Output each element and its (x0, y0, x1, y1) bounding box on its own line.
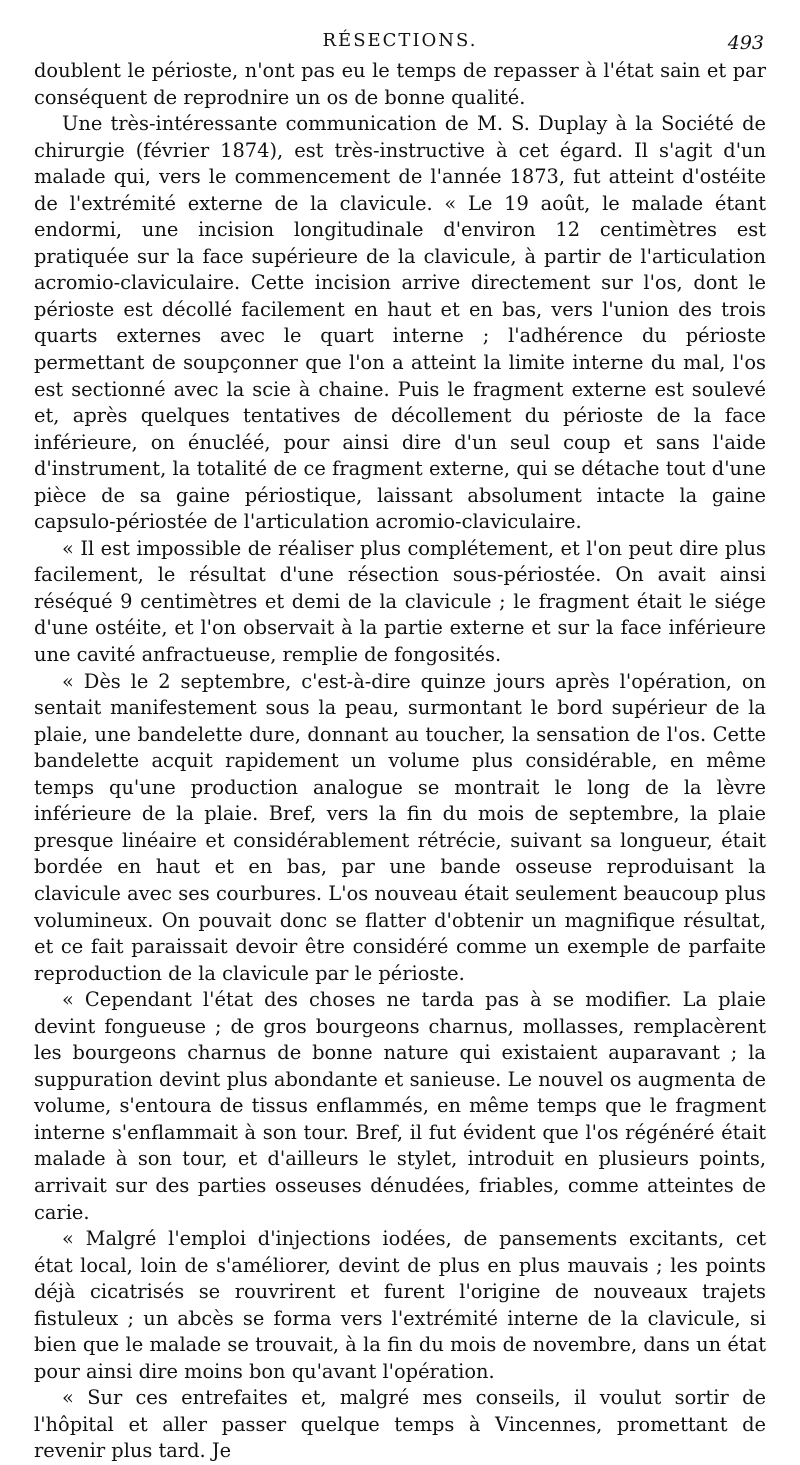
paragraph-worsening: « Malgré l'emploi d'injections iodées, de pansements excitants, cet état local, loin de s'améliorer, devint de plus en plus mauvais ; les points déjà cicatrisés se rouvrirent et furent l'origine de nouveaux trajets fistuleux ; un abcès se forma vers l'extrémité interne de la clavicule, si bien que le malade se trouvait, à la fin du mois de novembre, dans un état pour ainsi dire moins bon qu'avant l'opération. (34, 1227, 766, 1383)
page-number: 493 (727, 32, 764, 54)
paragraph-resection-result: « Il est impossible de réaliser plus complétement, et l'on peut dire plus facilement, le résultat d'une résection sous-périostée. On avait ainsi réséqué 9 centimètres et demi de la clavicule ; le fragment était le siége d'une ostéite, et l'on observait à la partie externe et sur la face inférieure une cavité anfractueuse, remplie de fongosités. (34, 536, 766, 667)
body-text (34, 58, 766, 1465)
paragraph-vincennes: « Sur ces entrefaites et, malgré mes conseils, il voulut sortir de l'hôpital et aller passer quelque temps à Vincennes, promettant de revenir plus tard. Je (34, 1386, 766, 1463)
paragraph-complications: « Cependant l'état des choses ne tarda pas à se modifier. La plaie devint fongueuse ; de gros bourgeons charnus, mollasses, remplacèrent les bourgeons charnus de bonne nature qui existaient auparavant ; la suppuration devint plus abondante et sanieuse. Le nouvel os augmenta de volume, s'entoura de tissus enflammés, en même temps que le fragment interne s'enflammait à son tour. Bref, il fut évident que l'os régénéré était malade à son tour, et d'ailleurs le stylet, introduit en plusieurs points, arrivait sur des parties osseuses dénudées, friables, comme atteintes de carie. (34, 988, 766, 1224)
paragraph-september-regrowth: « Dès le 2 septembre, c'est-à-dire quinze jours après l'opération, on sentait manifestement sous la peau, surmontant le bord supérieur de la plaie, une bandelette dure, donnant au toucher, la sensation de l'os. Cette bandelette acquit rapidement un volume plus considérable, en même temps qu'une production analogue se montrait le long de la lèvre inférieure de la plaie. Bref, vers la fin du mois de septembre, la plaie presque linéaire et considérablement rétrécie, suivant sa longueur, était bordée en haut et en bas, par une bande osseuse reproduisant la clavicule avec ses courbures. L'os nouveau était seulement beaucoup plus volumineux. On pouvait donc se flatter d'obtenir un magnifique résultat, et ce fait paraissait devoir être considéré comme un exemple de parfaite reproduction de la clavicule par le périoste. (34, 669, 766, 985)
running-title: RÉSECTIONS. (322, 30, 478, 51)
paragraph-duplay-communication: Une très-intéressante communication de M. S. Duplay à la Société de chirurgie (février 1874), est très-instructive à cet égard. Il s'agit d'un malade qui, vers le commencement de l'année 1873, fut atteint d'ostéite de l'extrémité externe de la clavicule. « Le 19 août, le malade étant endormi, une incision longitudinale d'environ 12 centimètres est pratiquée sur la face supérieure de la clavicule, à partir de l'articulation acromio-claviculaire. Cette incision arrive directement sur l'os, dont le périoste est décollé facilement en haut et en bas, vers l'union des trois quarts externes avec le quart interne ; l'adhérence du périoste permettant de soupçonner que l'on a atteint la limite interne du mal, l'os est sectionné avec la scie à chaine. Puis le fragment externe est soulevé et, après quelques tentatives de décollement du périoste de la face inférieure, on énucléé, pour ainsi dire d'un seul coup et sans l'aide d'instrument, la totalité de ce fragment externe, qui se détache tout d'une pièce de sa gaine périostique, laissant absolument intacte la gaine capsulo-périostée de l'articulation acromio-claviculaire. (34, 112, 766, 534)
paragraph-continuation: doublent le périoste, n'ont pas eu le temps de repasser à l'état sain et par conséquent de reprodnire un os de bonne qualité. (34, 59, 766, 109)
running-head (34, 18, 766, 52)
